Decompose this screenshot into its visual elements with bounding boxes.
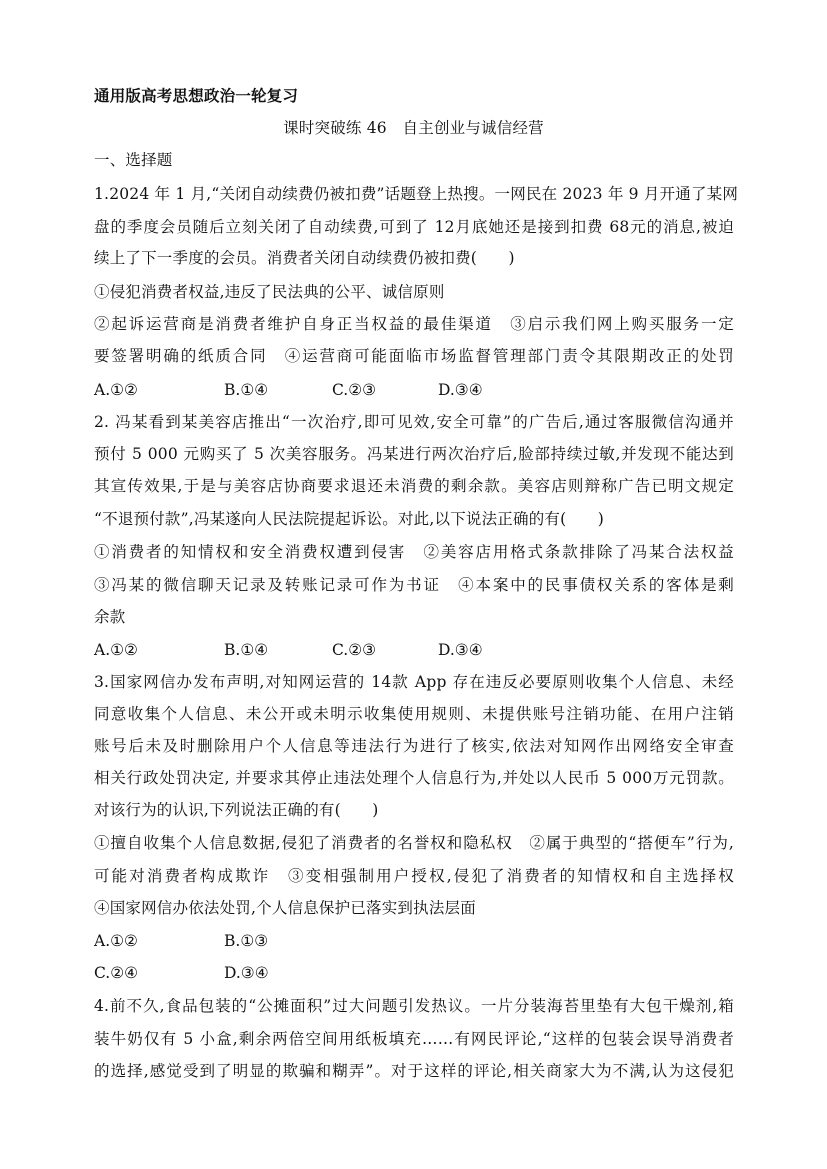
statement-line: 要签署明确的纸质合同 ④运营商可能面临市场监督管理部门责令其限期改正的处罚 [94, 347, 734, 365]
answer-option-b: B.①③ [224, 932, 269, 950]
answer-option-a: A.①② [94, 641, 138, 659]
answer-option-c: C.②④ [94, 964, 139, 982]
question-text-line: 续上了下一季度的会员。消费者关闭自动续费仍被扣费( ) [94, 249, 515, 267]
section-heading: 一、选择题 [94, 151, 173, 169]
question-text-line: 账号后未及时删除用户个人信息等违法行为进行了核实,依法对知网作出网络安全审查 [94, 737, 734, 755]
question-text-line: 1.2024 年 1 月,“关闭自动续费仍被扣费”话题登上热搜。一网民在 2023 年 9 月开通了某网 [94, 185, 739, 203]
statement-line: ②起诉运营商是消费者维护自身正当权益的最佳渠道 ③启示我们网上购买服务一定 [94, 315, 734, 333]
answer-option-a: A.①② [94, 932, 138, 950]
answer-option-d: D.③④ [224, 964, 269, 982]
statement-line: ①擅自收集个人信息数据,侵犯了消费者的名誉权和隐私权 ②属于典型的“搭便车”行为, [94, 834, 734, 852]
statement-line: ①消费者的知情权和安全消费权遭到侵害 ②美容店用格式条款排除了冯某合法权益 [94, 543, 734, 561]
question-text-line: 3.国家网信办发布声明,对知网运营的 14款 App 存在违反必要原则收集个人信息、未经 [94, 673, 734, 691]
question-text-line: 其宣传效果,于是与美容店协商要求退还未消费的剩余款。美容店则辩称广告已明文规定 [94, 477, 734, 495]
statement-line: ③冯某的微信聊天记录及转账记录可作为书证 ④本案中的民事债权关系的客体是剩 [94, 576, 734, 594]
question-text-line: 相关行政处罚决定, 并要求其停止违法处理个人信息行为,并处以人民币 5 000万元罚款。 [94, 769, 734, 787]
statement-line: 余款 [94, 608, 126, 626]
document-header: 通用版高考思想政治一轮复习 [94, 86, 299, 105]
question-text-line: 4.前不久,食品包装的“公摊面积”过大问题引发热议。一片分装海苔里垫有大包干燥剂,箱 [94, 997, 734, 1015]
question-text-line: 对该行为的认识,下列说法正确的有( ) [94, 801, 379, 819]
question-text-line: 装牛奶仅有 5 小盒,剩余两倍空间用纸板填充……有网民评论,“这样的包装会误导消费者 [94, 1030, 734, 1048]
statement-line: ④国家网信办依法处罚,个人信息保护已落实到执法层面 [94, 899, 476, 917]
statement-line: 可能对消费者构成欺诈 ③变相强制用户授权,侵犯了消费者的知情权和自主选择权 [94, 867, 734, 885]
answer-option-b: B.①④ [224, 641, 269, 659]
question-text-line: 2. 冯某看到某美容店推出“一次治疗,即可见效,安全可靠”的广告后,通过客服微信沟通并 [94, 413, 734, 431]
answer-option-d: D.③④ [438, 641, 483, 659]
answer-option-a: A.①② [94, 381, 138, 399]
document-title: 课时突破练 46 自主创业与诚信经营 [283, 119, 544, 137]
answer-option-b: B.①④ [224, 381, 269, 399]
answer-option-c: C.②③ [332, 641, 377, 659]
statement-line: ①侵犯消费者权益,违反了民法典的公平、诚信原则 [94, 283, 445, 301]
question-text-line: 预付 5 000 元购买了 5 次美容服务。冯某进行两次治疗后,脸部持续过敏,并发现不能达到 [94, 445, 734, 463]
answer-option-c: C.②③ [332, 381, 377, 399]
answer-option-d: D.③④ [438, 381, 483, 399]
question-text-line: 的选择,感觉受到了明显的欺骗和糊弄”。对于这样的评论,相关商家大为不满,认为这侵犯 [94, 1062, 734, 1080]
question-text-line: “不退预付款”,冯某遂向人民法院提起诉讼。对此,以下说法正确的有( ) [94, 510, 604, 528]
question-text-line: 盘的季度会员随后立刻关闭了自动续费,可到了 12月底她还是接到扣费 68元的消息,被迫 [94, 218, 734, 236]
question-text-line: 同意收集个人信息、未公开或未明示收集使用规则、未提供账号注销功能、在用户注销 [94, 705, 734, 723]
